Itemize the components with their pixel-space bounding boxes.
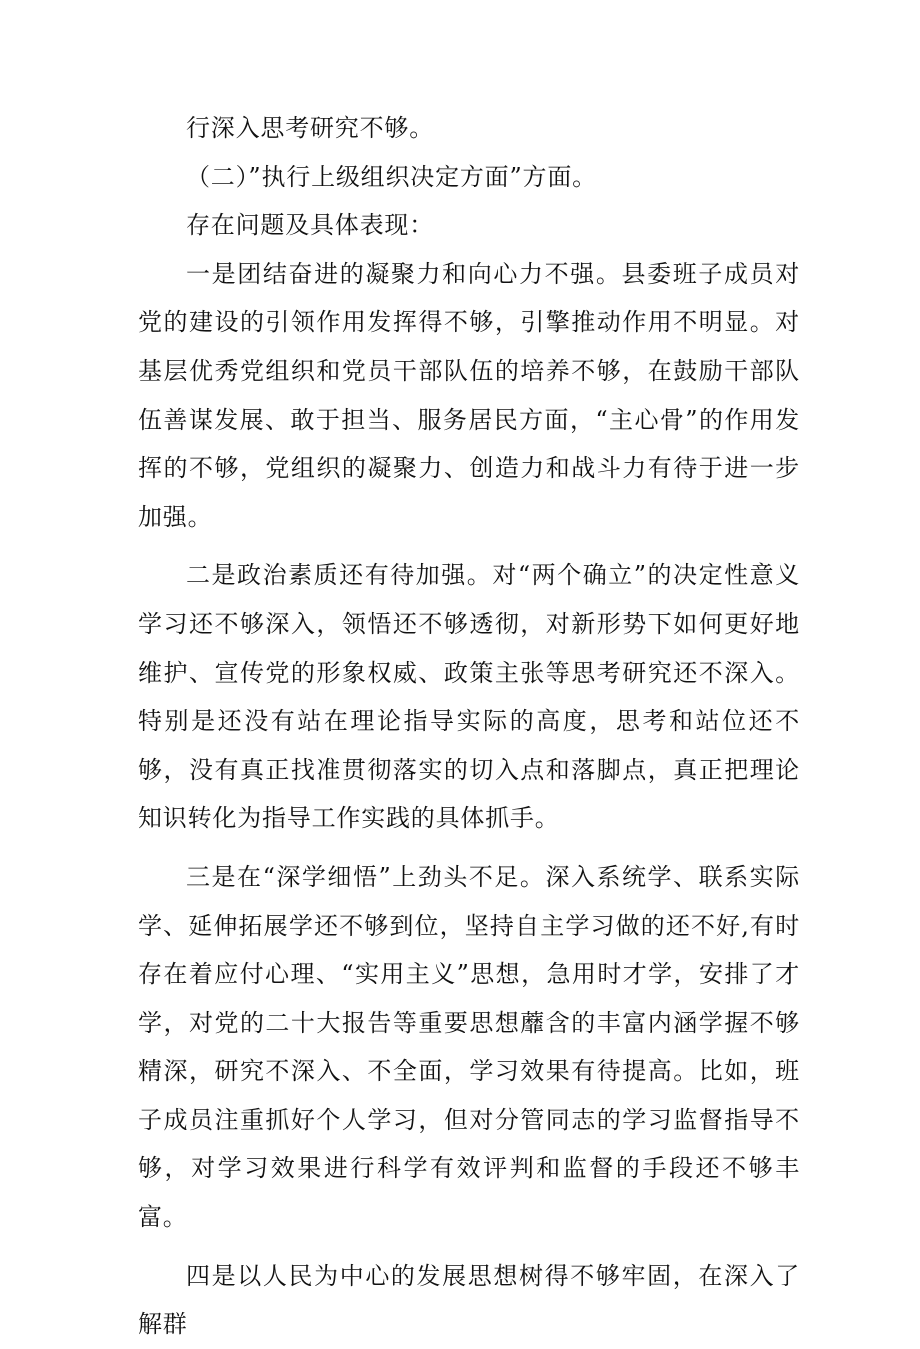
paragraph-point-4: 四是以人民为中心的发展思想树得不够牢固，在深入了解群 <box>138 1261 800 1339</box>
section-heading: （二）”执行上级组织决定方面”方面。 <box>186 162 597 191</box>
paragraph-continuation: 行深入思考研究不够。 <box>186 114 434 142</box>
subheading-problems: 存在问题及具体表现： <box>186 211 434 240</box>
paragraph-point-3: 三是在“深学细悟”上劲头不足。深入系统学、联系实际学、延伸拓展学还不够到位，坚持自主学习做的还不好,有时存在着应付心理、“实用主义”思想，急用时才学，安排了才学，对党的二十大报告等重要思想蘼含的丰富内涵学握不够精深，研究不深入、不全面，学习效果有待提高。比如，班子成员注重抓好个人学习，但对分管同志的学习监督指导不够，对学习效果进行科学有效评判和监督的手段还不够丰富。 <box>138 862 800 1232</box>
paragraph-point-2: 二是政治素质还有待加强。对“两个确立”的决定性意义学习还不够深入，领悟还不够透彻，对新形势下如何更好地维护、宣传党的形象权威、政策主张等思考研究还不深入。特别是还没有站在理论指导实际的高度，思考和站位还不够，没有真正找准贯彻落实的切入点和落脚点，真正把理论知识转化为指导工作实践的具体抓手。 <box>138 561 800 833</box>
document-body <box>138 104 800 1349</box>
paragraph-point-1: 一是团结奋进的凝聚力和向心力不强。县委班子成员对党的建设的引领作用发挥得不够，引擎推动作用不明显。对基层优秀党组织和党员干部队伍的培养不够，在鼓励干部队伍善谋发展、敢于担当、服务居民方面，“主心骨”的作用发挥的不够，党组织的凝聚力、创造力和战斗力有待于进一步加强。 <box>138 259 800 531</box>
